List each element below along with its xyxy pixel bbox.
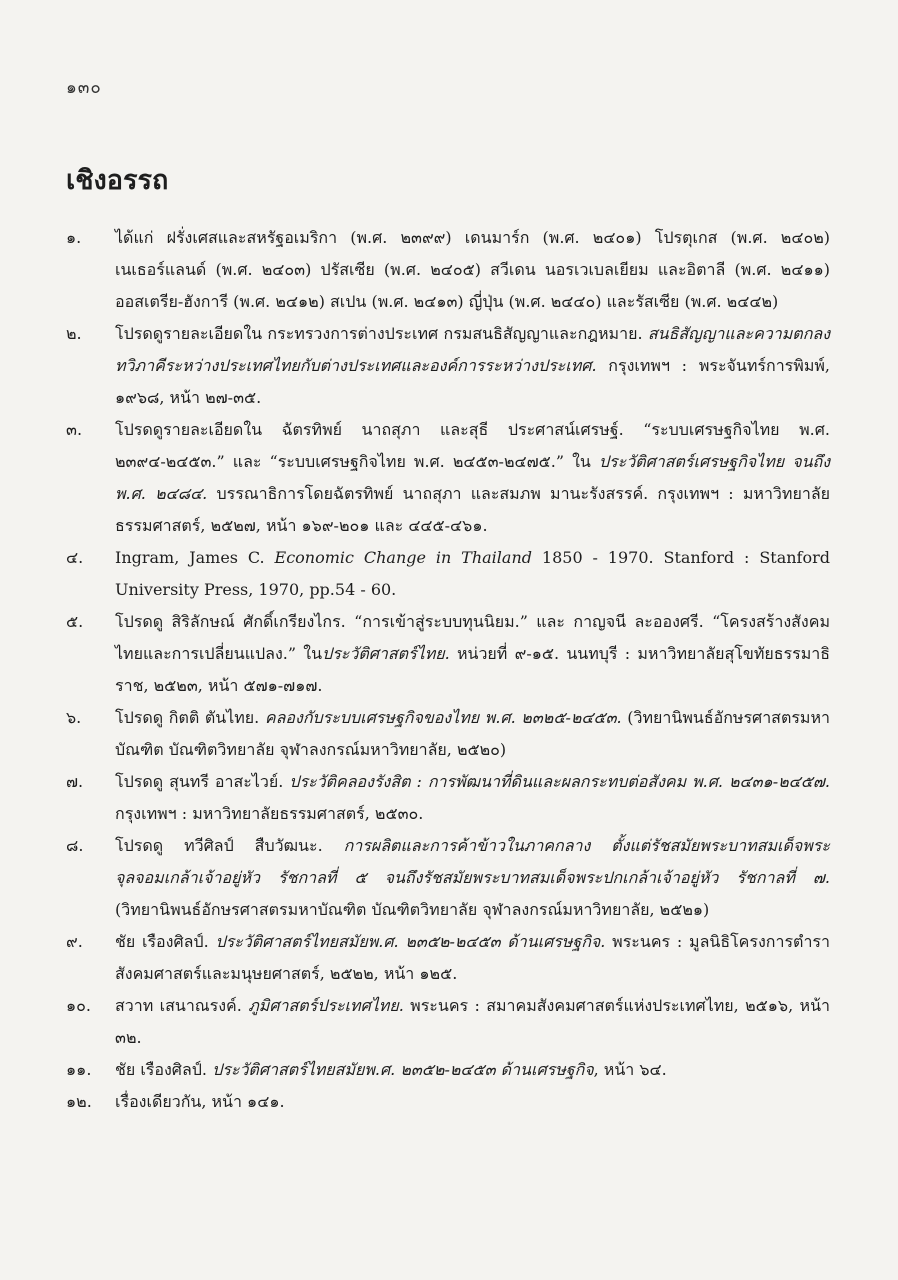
footnote-item	[66, 990, 830, 1054]
footnote-text-part: เรื่องเดียวกัน, หน้า ๑๔๑.	[115, 1092, 285, 1111]
footnote-text-part: ได้แก่ ฝรั่งเศสและสหรัฐอเมริกา (พ.ศ. ๒๓๙๙) เดนมาร์ก (พ.ศ. ๒๔๐๑) โปรตุเกส (พ.ศ. ๒๔๐๒) เนเธอร์แลนด์ (พ.ศ. ๒๔๐๓) ปรัสเซีย (พ.ศ. ๒๔๐๕) สวีเดน นอรเวเบลเยียม และอิตาลี (พ.ศ. ๒๔๑๑) ออสเตรีย-ฮังการี (พ.ศ. ๒๔๑๒) สเปน (พ.ศ. ๒๔๑๓) ญี่ปุ่น (พ.ศ. ๒๔๔๐) และรัสเซีย (พ.ศ. ๒๔๔๒)	[115, 228, 830, 311]
footnote-number: ๑.	[66, 228, 82, 247]
footnote-title-italic: การผลิตและการค้าข้าวในภาคกลาง ตั้งแต่รัชสมัยพระบาทสมเด็จพระจุลจอมเกล้าเจ้าอยู่หัว รัชกาลที่ ๕ จนถึงรัชสมัยพระบาทสมเด็จพระปกเกล้าเจ้าอยู่หัว รัชกาลที่ ๗.	[115, 836, 830, 887]
footnote-item	[66, 1086, 830, 1118]
footnote-item	[66, 926, 830, 990]
footnote-text	[115, 1054, 830, 1086]
footnote-item	[66, 414, 830, 542]
footnote-number: ๕.	[66, 612, 84, 631]
footnote-title-italic: Economic Change in Thailand	[274, 548, 533, 567]
footnote-list	[66, 222, 830, 1118]
footnote-text-part: Ingram, James C.	[115, 548, 275, 567]
footnote-text-part: โปรดดู กิตติ ตันไทย.	[115, 708, 265, 727]
footnote-title-italic: คลองกับระบบเศรษฐกิจของไทย พ.ศ. ๒๓๒๕-๒๔๕๓.	[264, 708, 622, 727]
footnote-text-part: ชัย เรืองศิลป์.	[115, 1060, 213, 1079]
footnote-title-italic: ประวัติศาสตร์ไทยสมัยพ.ศ. ๒๓๕๒-๒๔๕๓ ด้านเศรษฐกิจ	[212, 1060, 594, 1079]
footnote-text-part: , หน้า ๖๔.	[593, 1060, 667, 1079]
footnote-item	[66, 830, 830, 926]
footnote-text-part: พระนคร : มูลนิธิโครงการตำราสังคมศาสตร์และมนุษยศาสตร์, ๒๕๒๒, หน้า ๑๒๕.	[115, 932, 831, 983]
footnote-text-part: โปรดดูรายละเอียดใน ฉัตรทิพย์ นาถสุภา และสุธี ประศาสน์เศรษฐ์. “ระบบเศรษฐกิจไทย พ.ศ. ๒๓๙๔-๒๔๕๓.” และ “ระบบเศรษฐกิจไทย พ.ศ. ๒๔๕๓-๒๔๗๕.” ใน	[115, 420, 830, 471]
footnote-text-part: พระนคร : สมาคมสังคมศาสตร์แห่งประเทศไทย, ๒๕๑๖, หน้า ๓๒.	[115, 996, 830, 1047]
footnote-text	[115, 318, 830, 414]
page-number: ๑๓๐	[66, 78, 102, 98]
footnote-item	[66, 1054, 830, 1086]
footnote-text-part: สวาท เสนาณรงค์.	[115, 996, 249, 1015]
footnote-title-italic: ภูมิศาสตร์ประเทศไทย.	[248, 996, 404, 1015]
footnote-text-part: กรุงเทพฯ : มหาวิทยาลัยธรรมศาสตร์, ๒๕๓๐.	[115, 804, 424, 823]
footnote-title-italic: สนธิสัญญาและความตกลงทวิภาคีระหว่างประเทศไทยกับต่างประเทศและองค์การระหว่างประเทศ.	[115, 324, 830, 375]
footnote-text	[115, 926, 830, 990]
footnote-number: ๖.	[66, 708, 82, 727]
footnote-number: ๘.	[66, 836, 84, 855]
footnote-text-part: โปรดดูรายละเอียดใน กระทรวงการต่างประเทศ กรมสนธิสัญญาและกฎหมาย.	[115, 324, 648, 343]
footnote-text	[115, 542, 830, 606]
footnote-text-part: โปรดดู ทวีศิลป์ สืบวัฒนะ.	[115, 836, 344, 855]
footnote-text-part: หน่วยที่ ๙-๑๕. นนทบุรี : มหาวิทยาลัยสุโขทัยธรรมาธิราช, ๒๕๒๓, หน้า ๕๗๑-๗๑๗.	[115, 644, 831, 695]
footnote-text-part: โปรดดู สิริลักษณ์ ศักดิ์เกรียงไกร. “การเข้าสู่ระบบทุนนิยม.” และ กาญจนี ละอองศรี. “โครงสร้างสังคมไทยและการเปลี่ยนแปลง.” ใน	[115, 612, 830, 663]
footnote-text-part: กรุงเทพฯ : พระจันทร์การพิมพ์, ๑๙๖๘, หน้า ๒๗-๓๕.	[115, 356, 830, 407]
footnote-text-part: ชัย เรืองศิลป์.	[115, 932, 216, 951]
footnote-text	[115, 1086, 830, 1118]
footnote-title-italic: ประวัติศาสตร์เศรษฐกิจไทย จนถึงพ.ศ. ๒๔๘๔.	[115, 452, 831, 503]
footnote-text	[115, 990, 830, 1054]
footnote-number: ๓.	[66, 420, 83, 439]
footnote-item	[66, 606, 830, 702]
footnote-text	[115, 414, 830, 542]
footnote-text	[115, 830, 830, 926]
footnote-text	[115, 606, 830, 702]
footnote-item	[66, 222, 830, 318]
footnote-title-italic: ประวัติศาสตร์ไทย.	[322, 644, 450, 663]
footnote-text-part: บรรณาธิการโดยฉัตรทิพย์ นาถสุภา และสมภพ มานะรังสรรค์. กรุงเทพฯ : มหาวิทยาลัยธรรมศาสตร์, ๒๕๒๗, หน้า ๑๖๙-๒๐๑ และ ๔๔๕-๔๖๑.	[115, 484, 831, 535]
footnote-number: ๙.	[66, 932, 83, 951]
footnote-item	[66, 318, 830, 414]
footnote-text-part: 1850 - 1970. Stanford : Stanford University Press, 1970, pp.54 - 60.	[115, 548, 831, 599]
section-heading: เชิงอรรถ	[66, 165, 169, 196]
footnote-title-italic: ประวัติศาสตร์ไทยสมัยพ.ศ. ๒๓๕๒-๒๔๕๓ ด้านเศรษฐกิจ.	[215, 932, 606, 951]
footnote-number: ๗.	[66, 772, 84, 791]
footnote-item	[66, 766, 830, 830]
footnote-number: ๑๑.	[66, 1060, 92, 1079]
footnote-text	[115, 222, 830, 318]
footnote-title-italic: ประวัติคลองรังสิต : การพัฒนาที่ดินและผลกระทบต่อสังคม พ.ศ. ๒๔๓๑-๒๔๕๗.	[289, 772, 831, 791]
footnote-number: ๒.	[66, 324, 82, 343]
footnote-text	[115, 702, 830, 766]
footnote-number: ๑๒.	[66, 1092, 92, 1111]
footnote-item	[66, 702, 830, 766]
footnote-text	[115, 766, 830, 830]
footnote-number: ๑๐.	[66, 996, 92, 1015]
footnote-text-part: โปรดดู สุนทรี อาสะไวย์.	[115, 772, 290, 791]
footnote-number: ๔.	[66, 548, 84, 567]
footnote-item	[66, 542, 830, 606]
footnote-text-part: (วิทยานิพนธ์อักษรศาสตรมหาบัณฑิต บัณฑิตวิทยาลัย จุฬาลงกรณ์มหาวิทยาลัย, ๒๕๒๐)	[115, 708, 831, 759]
footnote-text-part: (วิทยานิพนธ์อักษรศาสตรมหาบัณฑิต บัณฑิตวิทยาลัย จุฬาลงกรณ์มหาวิทยาลัย, ๒๕๒๑)	[115, 900, 710, 919]
